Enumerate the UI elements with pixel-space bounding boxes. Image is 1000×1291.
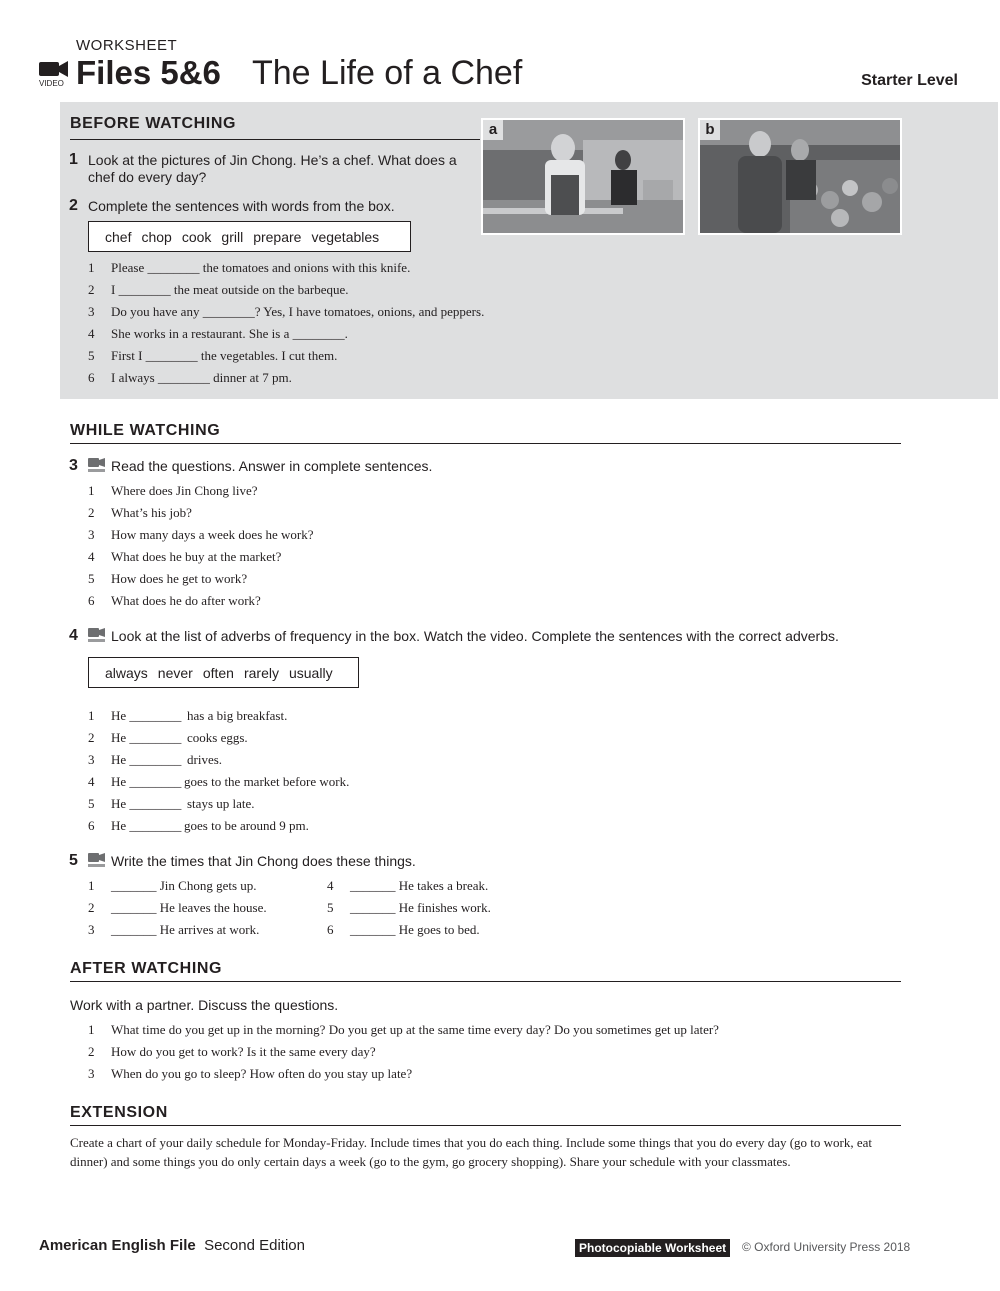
list-item: 2 I ________ the meat outside on the barbeque. [88,282,349,297]
q2-list [88,260,508,390]
list-item: 2 He ________ cooks eggs. [88,730,248,745]
list-item: 1 Please ________ the tomatoes and onions with this knife. [88,260,411,275]
list-item: 5 _______ He finishes work. [327,900,491,915]
question-3-number: 3 [69,457,78,474]
photo-b-label: b [700,120,720,140]
photo-a-label: a [483,120,503,140]
list-item: 1 He ________ has a big breakfast. [88,708,288,723]
q5-list-left [88,878,318,940]
list-item: 1 What time do you get up in the morning? Do you get up at the same time every day? Do you sometimes get up later? [88,1022,719,1037]
list-item: 5 How does he get to work? [88,571,248,586]
word-box-word: usually [288,664,333,681]
extension-text: Create a chart of your daily schedule for Monday-Friday. Include times that you do each thing. Include some things that you do every day (go to work, eat dinner) and some things you do only certain days a week (go to the gym, go grocery shopping). Share your schedule with your classmates. [70,1135,873,1169]
list-item: 6 I always ________ dinner at 7 pm. [88,370,292,385]
extension-heading: EXTENSION [70,1104,168,1121]
list-item: 3 _______ He arrives at work. [88,922,260,937]
section-rule [70,1125,901,1126]
question-1-text: Look at the pictures of Jin Chong. He’s a chef. What does a chef do every day? [88,152,457,185]
list-item: 5 He ________ stays up late. [88,796,255,811]
q4-list [88,708,508,838]
list-item: 6 What does he do after work? [88,593,261,608]
level-label: Starter Level [861,72,958,89]
list-item: 6 He ________ goes to be around 9 pm. [88,818,309,833]
section-rule [70,981,901,982]
word-box-word: chef [105,228,132,245]
question-2-text: Complete the sentences with words from the box. [88,198,395,214]
list-item: 3 Do you have any ________? Yes, I have tomatoes, onions, and peppers. [88,304,485,319]
list-item: 3 He ________ drives. [88,752,223,767]
word-box-word: vegetables [311,228,380,245]
word-box-q2 [88,221,411,252]
photo-a-kitchen [481,118,685,235]
before-watching-heading: BEFORE WATCHING [70,115,237,132]
list-item: 4 He ________ goes to the market before work. [88,774,350,789]
footer-brand [39,1237,305,1254]
worksheet-label: WORKSHEET [76,37,178,54]
word-box-word: never [157,664,193,681]
word-box-word: often [202,664,234,681]
photocopiable-badge: Photocopiable Worksheet [575,1239,730,1257]
question-3-text: Read the questions. Answer in complete sentences. [111,458,433,474]
video-camera-icon [88,628,105,643]
list-item: 6 _______ He goes to bed. [327,922,480,937]
list-item: 4 _______ He takes a break. [327,878,489,893]
question-2-number: 2 [69,197,78,214]
word-box-word: cook [181,228,212,245]
question-4-text-row [88,628,839,645]
list-item: 2 What’s his job? [88,505,192,520]
list-item: 3 How many days a week does he work? [88,527,314,542]
question-5-text: Write the times that Jin Chong does these things. [111,853,416,869]
question-3-text-row [88,458,432,475]
section-rule [70,443,901,444]
photo-b-market [698,118,902,235]
question-5-text-row [88,853,416,870]
word-box-q4 [88,657,359,688]
list-item: 4 She works in a restaurant. She is a ________. [88,326,348,341]
after-watching-list [88,1022,900,1084]
list-item: 3 When do you go to sleep? How often do you stay up late? [88,1066,413,1081]
word-box-word: grill [221,228,244,245]
video-camera-icon [88,458,105,473]
question-5-number: 5 [69,852,78,869]
question-4-text: Look at the list of adverbs of frequency in the box. Watch the video. Complete the sentences with the correct adverbs. [111,628,839,644]
list-item: 5 First I ________ the vegetables. I cut them. [88,348,338,363]
brand-name: American English File [39,1237,196,1254]
section-rule [70,139,480,140]
list-item: 2 _______ He leaves the house. [88,900,267,915]
list-item: 1 Where does Jin Chong live? [88,483,258,498]
word-box-word: prepare [253,228,302,245]
q5-list-right [327,878,557,940]
list-item: 1 _______ Jin Chong gets up. [88,878,257,893]
video-badge-text: VIDEO [39,79,64,88]
question-1-number: 1 [69,151,78,168]
page-title: The Life of a Chef [252,54,523,92]
word-box-word: rarely [243,664,279,681]
word-box-word: always [105,664,148,681]
files-title: Files 5&6 [76,54,221,91]
list-item: 4 What does he buy at the market? [88,549,282,564]
video-camera-icon [38,60,70,88]
list-item: 2 How do you get to work? Is it the same every day? [88,1044,376,1059]
word-box-word: chop [141,228,172,245]
while-watching-heading: WHILE WATCHING [70,422,221,439]
after-watching-heading: AFTER WATCHING [70,960,223,977]
video-camera-icon [88,853,105,868]
after-watching-intro: Work with a partner. Discuss the questions. [70,997,339,1013]
question-4-number: 4 [69,627,78,644]
q3-list [88,483,508,613]
copyright-notice: © Oxford University Press 2018 [742,1240,911,1254]
edition-label: Second Edition [204,1237,305,1254]
